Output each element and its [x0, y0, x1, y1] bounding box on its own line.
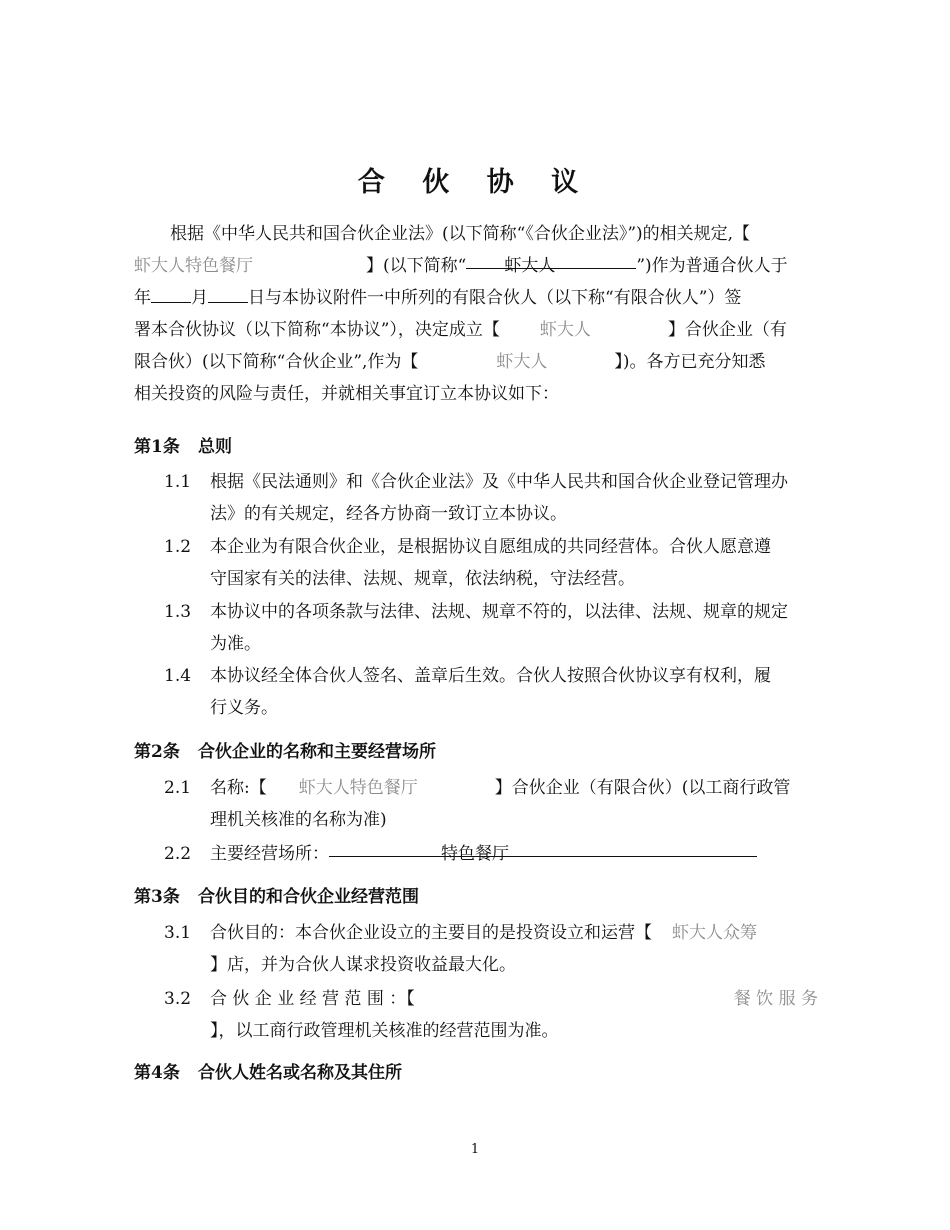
month-blank [208, 284, 248, 303]
business-scope-field: 餐 饮 服 务 [733, 989, 818, 1009]
section-heading: 第3条 合伙目的和合伙企业经营范围 [134, 887, 419, 907]
section-heading: 第2条 合伙企业的名称和主要经营场所 [134, 742, 436, 762]
section-heading: 第1条 总则 [134, 437, 232, 457]
clause-2-1: 2.1 名称:【 虾大人特色餐厅 】合伙企业（有限合伙）(以工商行政管 理机关核准的名称为准) [164, 772, 818, 836]
clause-3-1: 3.1 合伙目的：本合伙企业设立的主要目的是投资设立和运营【 虾大人众筹 】店，并为合伙人谋求投资收益最大化。 [164, 923, 757, 975]
clause-1-4: 1.4 本协议经全体合伙人签名、盖章后生效。合伙人按照合伙协议享有权利，履 行义务。 [164, 666, 771, 718]
document-title: 合 伙 协 议 [357, 167, 593, 198]
clause-3-2: 3.2 合 伙 企 业 经 营 范 围 ：【 餐 饮 服 务 】，以工商行政管理机关核准的经营范围为准。 [164, 983, 818, 1047]
target-store-field: 虾大人众筹 [672, 923, 757, 943]
intro-text: 根据《中华人民共和国合伙企业法》(以下简称“《合伙企业法》”)的相关规定,【 [170, 224, 751, 244]
section-heading: 第4条 合伙人姓名或名称及其住所 [134, 1063, 402, 1083]
fund-short-field: 虾大人 [496, 352, 548, 372]
year-blank [151, 284, 191, 303]
premises-field: 特色餐厅 [329, 838, 757, 857]
clause-1-3: 1.3 本协议中的各项条款与法律、法规、规章不符的，以法律、法规、规章的规定 为准。 [164, 602, 788, 654]
clause-1-2: 1.2 本企业为有限合伙企业，是根据协议自愿组成的共同经营体。合伙人愿意遵 守国家有关的法律、法规、规章，依法纳税，守法经营。 [164, 537, 771, 589]
clause-2-2: 2.2 主要经营场所： 特色餐厅 [164, 838, 818, 870]
page-number: 1 [470, 1142, 480, 1157]
fund-name-field: 虾大人 [539, 320, 591, 340]
intro-paragraph: 根据《中华人民共和国合伙企业法》(以下简称“《合伙企业法》”)的相关规定,【 虾大人特色餐厅 】(以下简称“ 虾大人 ”)作为普通合伙人于 年 月 日与本协议附件一中所列的有限合伙人（以下称“有限合伙人”）签 署本合伙协议（以下简称“本协议”），决定成立【 虾大人 】合伙企业（有 限合伙）(以下简称“合伙企业”,作为【 虾大人 】)。各方已充分知悉 相关投资的风险与责任，并就相关事宜订立本协议如下： [134, 224, 788, 404]
gp-name-field: 虾大人特色餐厅 [134, 256, 253, 276]
gp-short-field: 虾大人 [466, 250, 636, 269]
enterprise-name-field: 虾大人特色餐厅 [298, 778, 418, 798]
clause-1-1: 1.1 根据《民法通则》和《合伙企业法》及《中华人民共和国合伙企业登记管理办 法》的有关规定，经各方协商一致订立本协议。 [164, 472, 788, 524]
